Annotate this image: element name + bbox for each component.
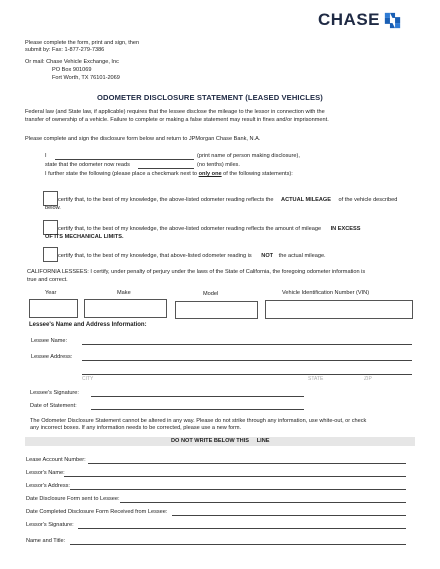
lessee-section-title: Lessee's Name and Address Information: [29, 322, 147, 328]
further-state-label [45, 171, 293, 178]
option-3-line-1 [58, 253, 326, 260]
lessors-name-field[interactable] [64, 476, 406, 477]
option-2-emphasis: IN EXCESS [330, 226, 361, 232]
intro-line-2: transfer of ownership of a vehicle. Failure to complete or making a false statement may result in fines and/or imprisonment. [25, 117, 329, 123]
year-field[interactable] [29, 299, 78, 318]
date-of-statement-field[interactable] [91, 409, 304, 410]
model-field[interactable] [175, 301, 258, 319]
option-1-emphasis: ACTUAL MILEAGE [281, 197, 331, 203]
i-label: I [45, 153, 47, 159]
option-3-emphasis: NOT [261, 253, 274, 259]
date-received-field[interactable] [172, 515, 406, 516]
mail-line-1: Or mail: Chase Vehicle Exchange, Inc [25, 59, 119, 65]
office-use-banner-text: DO NOT WRITE BELOW THIS LINE [171, 438, 270, 444]
date-received-label: Date Completed Disclosure Form Received from Lessee: [26, 509, 168, 515]
option-1-text: certify that, to the best of my knowledge, the above-listed odometer reading reflects the [58, 197, 274, 203]
no-tenths-label: (no tenths) miles. [197, 162, 240, 168]
option-2-line-2: OF ITS MECHANICAL LIMITS. [45, 234, 124, 240]
option-2-line-1 [58, 226, 360, 233]
lessee-address-field[interactable] [82, 360, 412, 361]
lessee-name-label: Lessee Name: [31, 338, 68, 344]
excess-mileage-checkbox[interactable] [43, 220, 58, 235]
zip-label: ZIP [364, 376, 372, 382]
lessee-address-label: Lessee Address: [31, 354, 73, 360]
make-label: Make [117, 290, 131, 296]
intro-line-1: Federal law (and State law, if applicable) requires that the lessee disclose the mileage to the lessor in connection with the [25, 109, 325, 115]
lease-account-number-label: Lease Account Number: [26, 457, 86, 463]
not-actual-mileage-checkbox[interactable] [43, 247, 58, 262]
option-2-text: certify that, to the best of my knowledge, the above-listed odometer reading reflects the amount of mileage [58, 226, 322, 232]
option-1-line-1 [58, 197, 397, 204]
model-label: Model [203, 291, 219, 297]
vin-label: Vehicle Identification Number (VIN) [282, 290, 370, 296]
lessors-signature-label: Lessor's Signature: [26, 522, 74, 528]
state-odometer-label: state that the odometer now reads [45, 162, 130, 168]
only-one-text: only one [198, 171, 222, 177]
option-3-text: certify that, to the best of my knowledge, that above-listed odometer reading is [58, 253, 252, 259]
disclosure-name-field[interactable] [55, 159, 194, 160]
instructions-line-1: Please complete the form, print and sign, then [25, 40, 140, 46]
date-of-statement-label: Date of Statement: [30, 403, 77, 409]
warning-line-1: The Odometer Disclosure Statement cannot be altered in any way. Please do not strike through any information, use white-out, or check [30, 418, 367, 424]
mail-line-3: Fort Worth, TX 76101-2069 [52, 75, 120, 81]
vin-field[interactable] [265, 300, 413, 319]
year-label: Year [45, 290, 57, 296]
page-title: ODOMETER DISCLOSURE STATEMENT (LEASED VEHICLES) [97, 93, 323, 102]
lessee-city-field[interactable] [82, 374, 412, 375]
lessee-signature-field[interactable] [91, 396, 304, 397]
lessee-name-field[interactable] [82, 344, 412, 345]
city-label: CITY [82, 376, 94, 382]
warning-line-2: any incorrect boxes. If any information needs to be corrected, please use a new form. [30, 425, 242, 431]
make-field[interactable] [84, 299, 167, 318]
lessors-signature-field[interactable] [78, 528, 406, 529]
chase-octagon-icon [384, 12, 401, 29]
print-name-label: (print name of person making disclosure), [197, 153, 300, 159]
option-1-tail: of the vehicle described [338, 197, 398, 203]
lessors-name-label: Lessor's Name: [26, 470, 65, 476]
further-before: I further state the following (please place a checkmark next to [45, 171, 198, 177]
california-line-2: true and correct. [27, 277, 68, 283]
lessors-address-label: Lessor's Address: [26, 483, 70, 489]
date-sent-label: Date Disclosure Form sent to Lessee: [26, 496, 120, 502]
logo-text: CHASE [318, 10, 381, 29]
actual-mileage-checkbox[interactable] [43, 191, 58, 206]
name-and-title-label: Name and Title: [26, 538, 66, 544]
option-3-tail: the actual mileage. [278, 253, 326, 259]
lessee-signature-label: Lessee's Signature: [30, 390, 79, 396]
chase-logo [318, 9, 401, 31]
lease-account-number-field[interactable] [88, 463, 406, 464]
mail-line-2: PO Box 901069 [52, 67, 92, 73]
option-1-line-2: below. [45, 205, 61, 211]
lessors-address-field[interactable] [70, 489, 406, 490]
name-and-title-field[interactable] [70, 544, 406, 545]
return-note: Please complete and sign the disclosure form below and return to JPMorgan Chase Bank, N.A. [25, 136, 261, 142]
further-after: of the following statements): [223, 171, 293, 177]
instructions-line-2: submit by: Fax: 1-877-279-7386 [25, 47, 105, 53]
odometer-reading-field[interactable] [138, 168, 194, 169]
california-line-1: CALIFORNIA LESSEES: I certify, under penalty of perjury under the laws of the State of California, the foregoing odometer information is [27, 269, 366, 275]
state-label: STATE [308, 376, 324, 382]
date-sent-field[interactable] [120, 502, 406, 503]
